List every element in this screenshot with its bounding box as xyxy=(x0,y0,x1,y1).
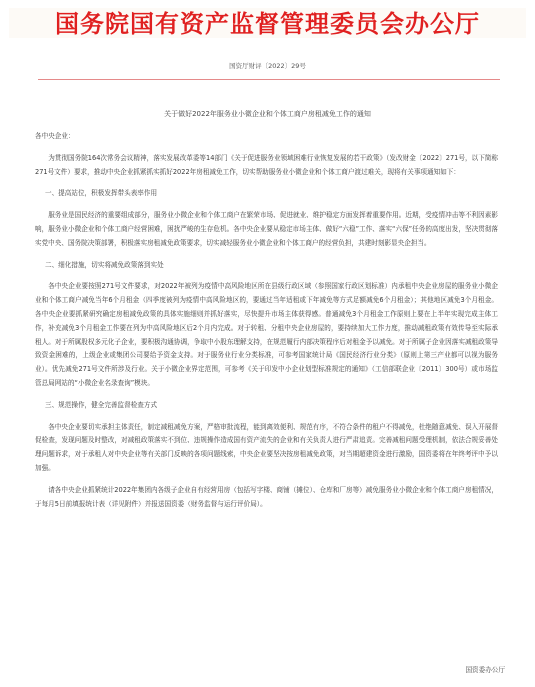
section-1-heading: 一、提高站位，积极发挥带头表率作用 xyxy=(45,189,158,198)
letterhead-title: 国务院国有资产监督管理委员会办公厅 xyxy=(55,9,480,38)
addressee: 各中央企业： xyxy=(35,132,75,140)
red-divider-line xyxy=(38,79,500,80)
signature: 国资委办公厅 xyxy=(465,666,505,674)
section-2-heading: 二、细化措施，切实将减免政策落到实处 xyxy=(45,260,164,269)
intro-paragraph: 为贯彻国务院164次常务会议精神，落实发展改革委等14部门《关于促进服务业领域困难行业恢复发展的若干政策》（发改财金〔2022〕271号，以下简称271号文件）要求，推动中央企业抓紧抓实抓好2022年房租减免工作，切实帮助服务业小微企业和个体工商户渡过难关，现将有关事项通知如下： xyxy=(35,153,498,176)
section-3-heading: 三、规范操作，健全完善监督检查方式 xyxy=(45,400,158,409)
document-body xyxy=(35,130,498,511)
document-number: 国资厅财评〔2022〕29号 xyxy=(229,62,306,70)
document-title: 关于做好2022年服务业小微企业和个体工商户房租减免工作的通知 xyxy=(164,110,371,118)
section-3-paragraph: 各中央企业要切实承担主体责任，制定减租减免方案，严格审批流程，能到离效便利、规范有序，不符合条件的租户不得减免，杜绝随意减免、误入开展督促检查，发现问题及时整改，对减租政策落实不到位、违规操作造成国有资产流失的企业和有关负责人进行严肃追责。完善减租问题受理机制，依法合规妥善处理问题诉求，对于承租人对中央企业等有关部门反映的各项问题线索，中央企业要坚决按房租减免政策，对当期超建资金进行激励，国资委将在年终考评中予以加强。 xyxy=(35,422,498,472)
letterhead-banner xyxy=(9,8,526,38)
section-1-paragraph: 服务业是国民经济的重要组成部分，服务业小微企业和个体工商户在繁荣市场、促进就业、维护稳定方面发挥着重要作用。近期，受疫情冲击等不利因素影响，服务业小微企业和个体工商户经营困难，困扰严峻的生存危机。各中央企业要从稳定市场主体、做好“六稳”工作、落实“六保”任务的高度出发，坚决贯彻落实党中央、国务院决策部署，积极落实房租减免政策要求，切实减轻服务业小微企业和个体工商户的经营负担，共建时刻影显央企担当。 xyxy=(35,211,498,247)
section-2-paragraph: 各中央企业要按照271号文件要求，对2022年被列为疫情中高风险地区所在县级行政区域（参照国家行政区划标准）内承租中央企业房屋的服务业小微企业和个体工商户减免当年6个月租金（四季度被列为疫情中高风险地区的，要通过当年适租或下年减免等方式足额减免6个月租金）；其他地区减免3个月租金。各中央企业要抓紧研究确定房租减免政策的具体实施细则并抓好落实，尽快提升市场主体获得感。普通减免3个月租金工作原则上要在上半年实现完成主体工作，补充减免3个月租金工作要在列为中高风险地区后2个月内完成。对于转租、分租中央企业房屋的，要持续加大工作力度，推动减租政策有效传导至实际承租人。对于所属股权多元化子企业，要积极沟通协调，争取中小股东理解支持，在规范履行内部决策程序后对租金予以减免。对于所属子企业因落实减租政策导致资金困难的，上级企业或集团公司要给予资金支持。对于服务业行业分类标准，可参考国家统计局《国民经济行业分类》（原则上第三产业都可以视为服务业）。优先减免271号文件所涉及行业。关于小微企业界定范围，可参考《关于印发中小企业划型标准规定的通知》（工信部联企业〔2011〕300号）或市场监管总局网站的“小微企业名录查询”模块。 xyxy=(35,282,498,387)
closing-paragraph: 请各中央企业抓紧统计2022年集团内各级子企业自有经营用房（包括写字楼、商铺（摊位）、仓库和厂房等）减免服务业小微企业和个体工商户房租情况，于每月5日前填报统计表（详见附件）并报送国资委（财务监督与运行评价局）。 xyxy=(35,485,498,508)
